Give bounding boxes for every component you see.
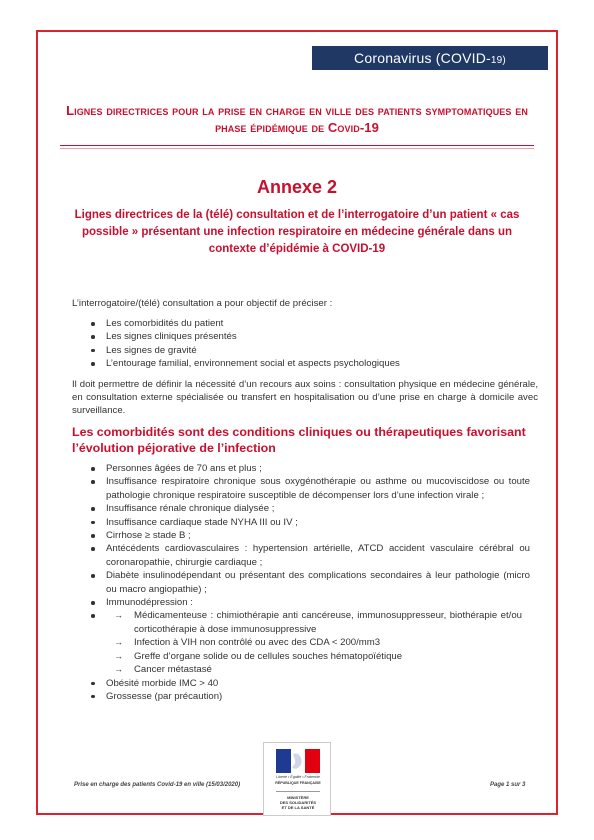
immunodepression-sublist (72, 609, 530, 676)
list-item: Cirrhose ≥ stade B ; (72, 529, 538, 542)
annexe-heading: Annexe 2 (256, 177, 338, 197)
list-item: Immunodépression : (72, 596, 538, 609)
list-item: Insuffisance respiratoire chronique sous oxygénothérapie ou asthme ou mucoviscidose ou toute pathologie chronique respiratoire susceptible de décompenser lors d’une infection virale ; (72, 475, 538, 502)
covid-badge (312, 46, 548, 70)
sublist-item: → Greffe d’organe solide ou de cellules souches hématopoïétique (72, 650, 530, 663)
footer-document-name: Prise en charge des patients Covid-19 en ville (15/03/2020) (74, 782, 241, 788)
list-item: Antécédents cardiovasculaires : hypertension artérielle, ATCD accident vasculaire cérébral ou coronaropathie, chirurgie cardiaque ; (72, 542, 538, 569)
sublist-item: → Infection à VIH non contrôlé ou avec des CDA < 200/mm3 (72, 636, 530, 649)
list-item: Les signes cliniques présentés (72, 330, 538, 343)
logo-motto: Liberté • Égalité • Fraternité (276, 775, 320, 779)
immunodepression-sublist-container (72, 609, 538, 676)
comorbidities-list (72, 462, 538, 703)
marianne-flag-icon (276, 749, 320, 773)
title-divider (60, 145, 534, 146)
logo-ministry: MINISTÈRE DES SOLIDARITÉS ET DE LA SANTÉ (279, 795, 317, 810)
intro-paragraph: L’interrogatoire/(télé) consultation a pour objectif de préciser : (72, 298, 333, 309)
document-title: Lignes directrices pour la prise en charge en ville des patients symptomatiques en phase épidémique de Covid-19 (66, 103, 528, 135)
list-item: L’entourage familial, environnement social et aspects psychologiques (72, 357, 538, 370)
list-item: Les signes de gravité (72, 344, 538, 357)
sublist-item: → Médicamenteuse : chimiothérapie anti cancéreuse, immunosuppresseur, biothérapie et/ou corticothérapie à dose immunosuppressive (72, 609, 530, 636)
list-item: Personnes âgées de 70 ans et plus ; (72, 462, 538, 475)
ministry-logo (263, 742, 331, 816)
logo-republic: RÉPUBLIQUE FRANÇAISE (275, 781, 321, 785)
badge-main: Coronavirus (COVID- (354, 50, 491, 66)
objectives-list (72, 317, 538, 371)
list-item: Insuffisance cardiaque stade NYHA III ou IV ; (72, 516, 538, 529)
list-item: Les comorbidités du patient (72, 317, 538, 330)
list-item: Grossesse (par précaution) (72, 690, 538, 703)
logo-divider (276, 791, 320, 792)
badge-num: 19) (490, 55, 506, 66)
list-item: Insuffisance rénale chronique dialysée ; (72, 502, 538, 515)
footer-page-number: Page 1 sur 3 (490, 782, 526, 788)
comorbidities-heading: Les comorbidités sont des conditions cliniques ou thérapeutiques favorisant l’évolution péjorative de l’infection (72, 425, 526, 455)
list-item: Diabète insulinodépendant ou présentant des complications secondaires à leur pathologie (micro ou macro angiopathie) ; (72, 569, 538, 596)
list-item: Obésité morbide IMC > 40 (72, 677, 538, 690)
sublist-item: → Cancer métastasé (72, 663, 530, 676)
annexe-subtitle: Lignes directrices de la (télé) consultation et de l’interrogatoire d’un patient « cas possible » présentant une infection respiratoire en médecine générale dans un contexte d’épidémie à COVID-19 (74, 209, 520, 255)
care-paragraph: Il doit permettre de définir la nécessité d’un recours aux soins : consultation physique en médecine générale, en consultation externe spécialisée ou transfert en hospitalisation ou d’une prise en charge à domicile avec surveillance. (72, 379, 538, 417)
